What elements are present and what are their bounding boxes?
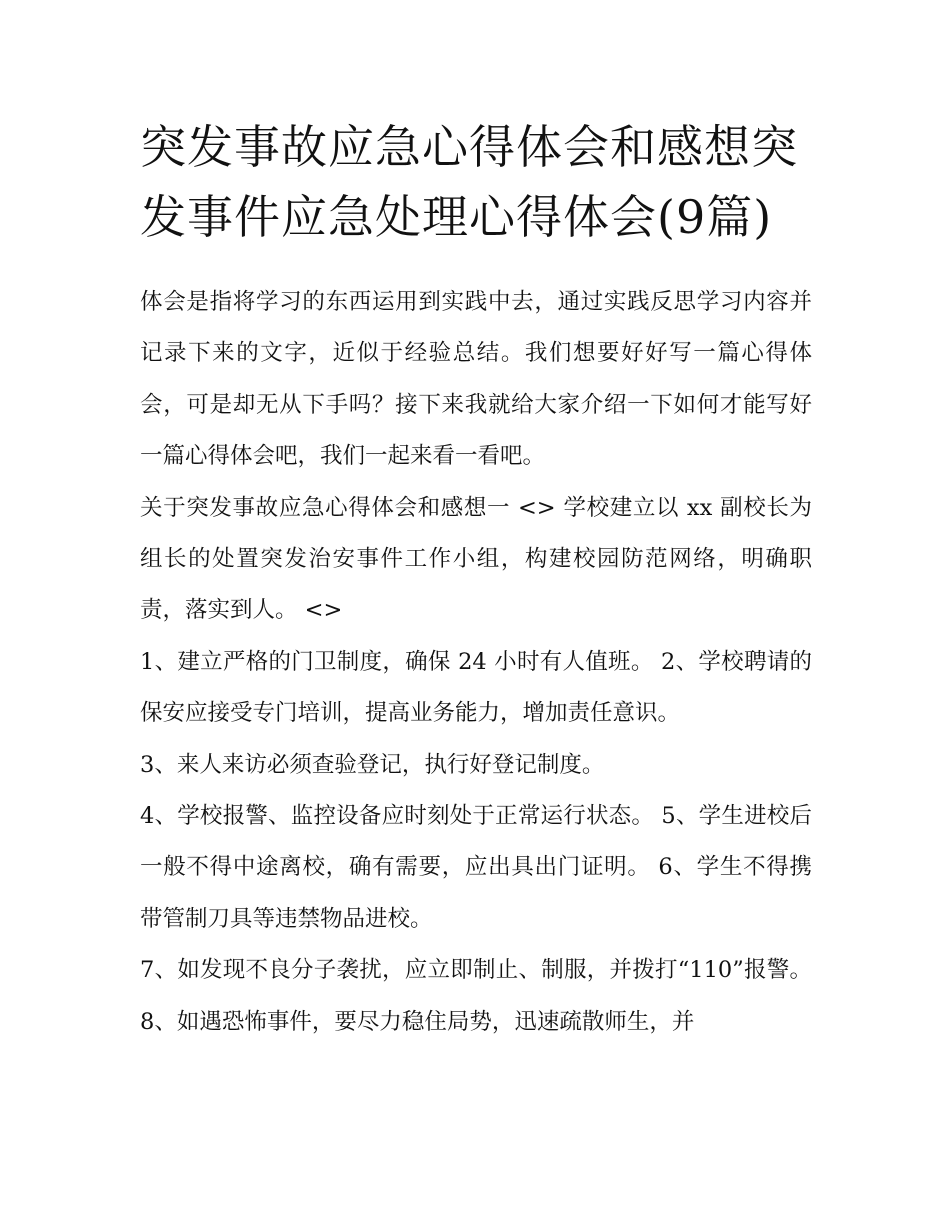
paragraph-item-3: 3、来人来访必须查验登记，执行好登记制度。 bbox=[140, 751, 605, 778]
paragraph-items-7-8: 7、如发现不良分子袭扰，应立即制止、制服，并拨打“110”报警。 8、如遇恐怖事件，要尽力稳住局势，迅速疏散师生，并 bbox=[140, 957, 812, 1035]
document-page bbox=[140, 112, 812, 1048]
paragraph-intro: 体会是指将学习的东西运用到实践中去，通过实践反思学习内容并记录下来的文字，近似于经验总结。我们想要好好写一篇心得体会，可是却无从下手吗？接下来我就给大家介绍一下如何才能写好一篇心得体会吧，我们一起来看一看吧。 bbox=[140, 289, 812, 470]
paragraph-items-4-6: 4、学校报警、监控设备应时刻处于正常运行状态。 5、学生进校后一般不得中途离校，确有需要，应出具出门证明。 6、学生不得携带管制刀具等违禁物品进校。 bbox=[140, 803, 812, 932]
paragraph-section-one: 关于突发事故应急心得体会和感想一 <> 学校建立以 xx 副校长为组长的处置突发治安事件工作小组，构建校园防范网络，明确职责，落实到人。 <> bbox=[140, 494, 812, 624]
document-title: 突发事故应急心得体会和感想突发事件应急处理心得体会(9篇) bbox=[140, 120, 798, 244]
paragraph-items-1-2: 1、建立严格的门卫制度，确保 24 小时有人值班。 2、学校聘请的保安应接受专门培训，提高业务能力，增加责任意识。 bbox=[140, 648, 812, 727]
